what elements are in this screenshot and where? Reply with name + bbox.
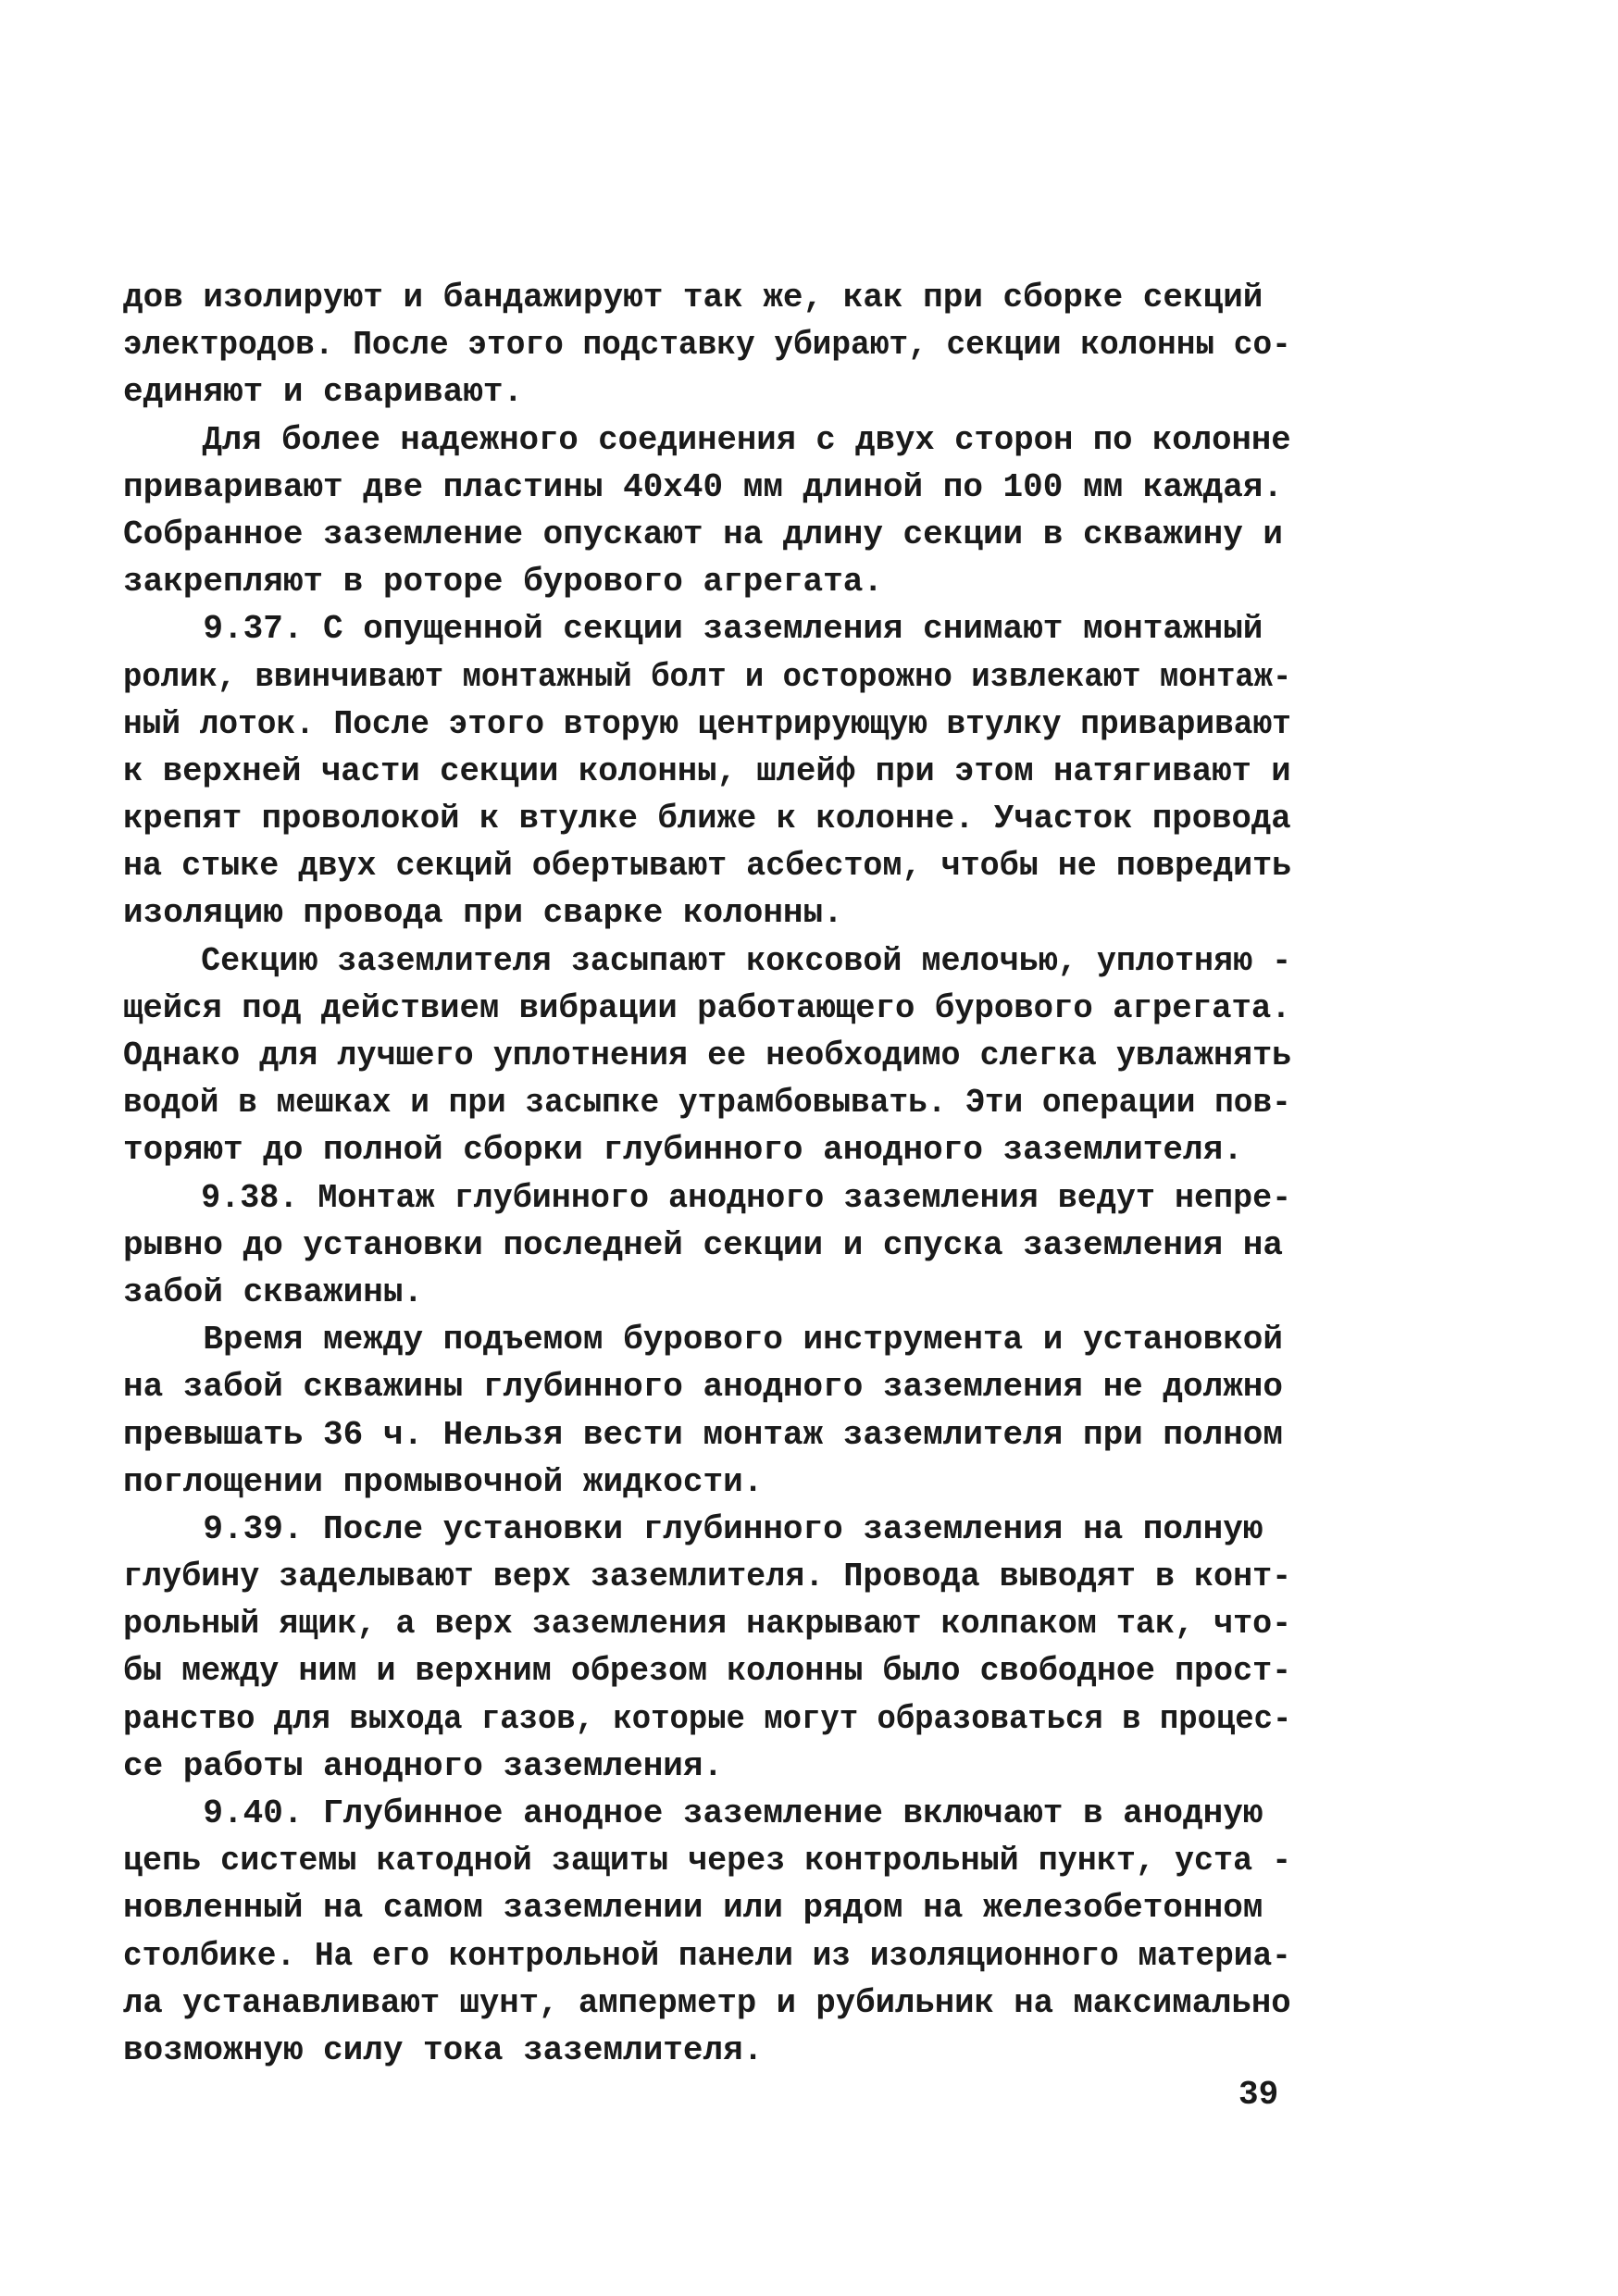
- text-line: возможную силу тока заземлителя.: [123, 2030, 764, 2069]
- text-line: превышать 36 ч. Нельзя вести монтаж заземлителя при полном: [123, 1415, 1284, 1454]
- text-line: приваривают две пластины 40х40 мм длиной по 100 мм каждая.: [123, 467, 1284, 506]
- text-line: щейся под действием вибрации работающего бурового агрегата.: [123, 988, 1291, 1027]
- page-number: 39: [1238, 2076, 1279, 2114]
- text-line: ранство для выхода газов, которые могут образоваться в процес-: [123, 1699, 1292, 1738]
- text-line: изоляцию провода при сварке колонны.: [123, 894, 843, 933]
- text-line: на стыке двух секций обертывают асбестом, чтобы не повредить: [123, 847, 1292, 886]
- text-line: электродов. После этого подставку убирают, секции колонны со-: [123, 326, 1291, 365]
- text-line: 9.39. После установки глубинного заземления на полную: [123, 1509, 1263, 1548]
- text-line: 9.40. Глубинное анодное заземление включают в анодную: [123, 1794, 1263, 1832]
- text-line: торяют до полной сборки глубинного анодного заземлителя.: [123, 1131, 1243, 1170]
- text-line: 9.38. Монтаж глубинного анодного заземления ведут непре-: [123, 1178, 1292, 1217]
- text-line: поглощении промывочной жидкости.: [123, 1462, 764, 1501]
- text-line: 9.37. С опущенной секции заземления снимают монтажный: [123, 610, 1263, 649]
- text-line: единяют и сваривают.: [123, 373, 524, 412]
- text-line: новленный на самом заземлении или рядом на железобетонном: [123, 1889, 1263, 1928]
- text-line: Секцию заземлителя засыпают коксовой мелочью, уплотняю -: [123, 941, 1292, 980]
- text-line: Собранное заземление опускают на длину секции в скважину и: [123, 515, 1284, 553]
- text-line: цепь системы катодной защиты через контрольный пункт, уста -: [123, 1842, 1292, 1880]
- body-text: [123, 274, 1292, 2074]
- text-line: столбике. На его контрольной панели из изоляционного материа-: [123, 1936, 1291, 1975]
- text-line: дов изолируют и бандажируют так же, как при сборке секций: [123, 279, 1263, 316]
- text-line: закрепляют в роторе бурового агрегата.: [123, 563, 883, 602]
- text-line: ла устанавливают шунт, амперметр и рубильник на максимально: [123, 1983, 1291, 2022]
- text-line: к верхней части секции колонны, шлейф при этом натягивают и: [123, 751, 1291, 790]
- text-line: забой скважины.: [123, 1272, 424, 1311]
- text-line: Время между подъемом бурового инструмента и установкой: [123, 1321, 1284, 1359]
- text-line: рольный ящик, а верх заземления накрывают колпаком так, что-: [123, 1605, 1292, 1644]
- text-line: на забой скважины глубинного анодного заземления не должно: [123, 1368, 1284, 1407]
- text-line: се работы анодного заземления.: [123, 1746, 724, 1785]
- text-line: глубину заделывают верх заземлителя. Провода выводят в конт-: [123, 1558, 1292, 1596]
- text-line: ный лоток. После этого вторую центрирующую втулку приваривают: [123, 704, 1291, 743]
- text-line: крепят проволокой к втулке ближе к колонне. Участок провода: [123, 800, 1291, 838]
- text-line: водой в мешках и при засыпке утрамбовывать. Эти операции пов-: [123, 1084, 1291, 1123]
- text-line: рывно до установки последней секции и спуска заземления на: [123, 1225, 1284, 1264]
- text-line: бы между ним и верхним обрезом колонны было свободное прост-: [123, 1652, 1292, 1691]
- text-line: Для более надежного соединения с двух сторон по колонне: [123, 420, 1291, 459]
- text-line: ролик, ввинчивают монтажный болт и осторожно извлекают монтаж-: [123, 657, 1292, 696]
- text-line: Однако для лучшего уплотнения ее необходимо слегка увлажнять: [123, 1036, 1292, 1074]
